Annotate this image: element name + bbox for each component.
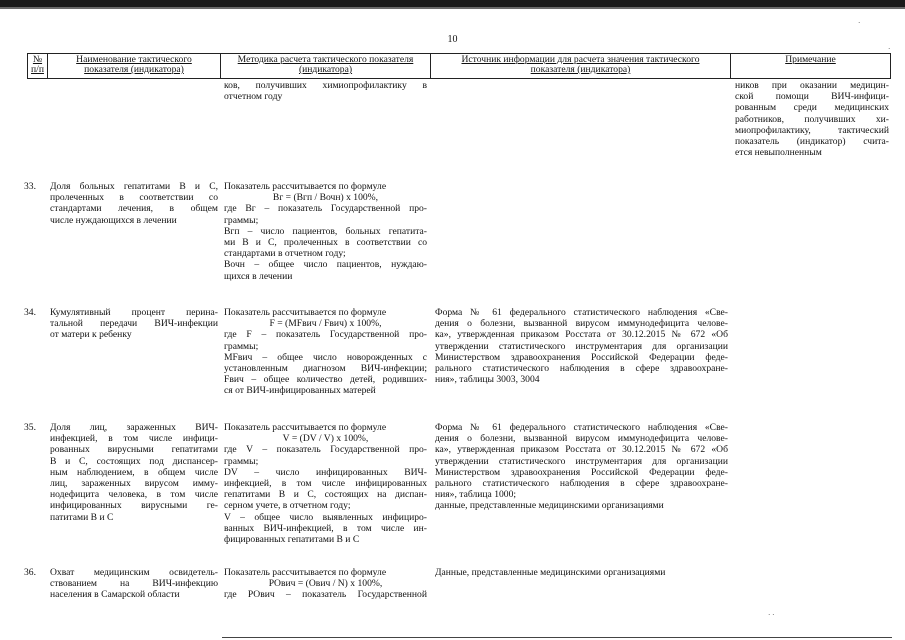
row-33-name: Доля больных гепатитами В и С, пролеченных в соответствии со стандартами лечения, в общем числе нуждающихся в лечении <box>50 181 218 226</box>
row-35-number: 35. <box>24 422 36 433</box>
header-name: Наименование тактического показателя (индикатора) <box>76 55 192 75</box>
page-number: 10 <box>447 34 458 45</box>
header-source: Источник информации для расчета значения тактического показателя (индикатора) <box>461 55 700 75</box>
row-35-source: Форма № 61 федерального статистического наблюдения «Све- дения о болезни, вызванной вирусом иммунодефицита челове- ка», утвержденная приказом Росстата от 30.12.2015 № 672 «Об утверждении статистического инструментария для организации Министерством здравоохранения Российской Федерации феде- рального статистического наблюдения в сфере здравоохране- ния», таблица 1000; данные, представленные медицинскими организациями <box>435 422 728 512</box>
row-36-number: 36. <box>24 567 36 578</box>
continuation-note: ников при оказании медицин- ской помощи ВИЧ-инфици- рованным среди медицинских работников, получивших хи- миопрофилактику, тактический показатель (индикатор) счита- ется невыполненным <box>735 80 889 159</box>
header-num: № п/п <box>31 55 44 75</box>
header-top-rule <box>27 53 891 54</box>
row-36-name: Охват медицинским освидетель- ствованием на ВИЧ-инфекцию населения в Самарской области <box>50 567 218 601</box>
row-33-method: Показатель рассчитывается по формуле Вг = (Вгп / Вочн) х 100%, где Вг – показатель Государственной про- граммы; Вгп – число пациентов, больных гепатита- ми В и С, пролеченных в соответствии со стандартами в отчетном году; Вочн – общее число пациентов, нуждаю- щихся в лечении <box>224 181 427 282</box>
row-36-method: Показатель рассчитывается по формуле POвич = (Oвич / N) х 100%, где POвич – показатель Государственной <box>224 567 427 601</box>
row-35-method: Показатель рассчитывается по формуле V = (DV / V) х 100%, где V – показатель Государственной про- граммы; DV – число инфицированных ВИЧ- инфекцией, в том числе инфицированных гепатитами В и С, состоящих на диспан- серном учете, в отчетном году; V – общее число выявленных инфициро- ванных ВИЧ-инфекцией, в том числе ин- фицированных гепатитами В и С <box>224 422 427 546</box>
row-34-method: Показатель рассчитывается по формуле F = (MFвич / Fвич) х 100%, где F – показатель Государственной про- граммы; MFвич – общее число новорожденных с установленным диагнозом ВИЧ-инфекции; Fвич – общее количество детей, родивших- ся от ВИЧ-инфицированных матерей <box>224 307 427 397</box>
row-36-source: Данные, представленные медицинскими организациями <box>435 567 666 578</box>
scan-top-border <box>0 0 905 7</box>
scan-speck: · · <box>768 611 775 619</box>
row-34-source: Форма № 61 федерального статистического наблюдения «Све- дения о болезни, вызванной вирусом иммунодефицита челове- ка», утвержденная приказом Росстата от 30.12.2015 № 672 «Об утверждении статистического инструментария для организации Министерством здравоохранения Российской Федерации феде- рального статистического наблюдения в сфере здравоохране- ния», таблицы 3003, 3004 <box>435 307 728 386</box>
row-34-number: 34. <box>24 307 36 318</box>
row-33-number: 33. <box>24 181 36 192</box>
row-35-name: Доля лиц, зараженных ВИЧ- инфекцией, в том числе инфици- рованных вирусными гепатитами В и С, состоящих под диспансер- ным наблюдением, в общем числе лиц, зараженных вирусом имму- нодефицита человека, в том числе инфицированных вирусными ге- патитами В и С <box>50 422 218 523</box>
header-note: Примечание <box>785 55 836 65</box>
row-34-name: Кумулятивный процент перина- тальной передачи ВИЧ-инфекции от матери к ребенку <box>50 307 218 341</box>
header-col-divider <box>890 53 891 79</box>
scan-speck: · <box>888 45 891 53</box>
scan-bottom-edge <box>222 637 892 638</box>
continuation-method: ков, получивших химиопрофилактику в отчетном году <box>224 80 427 103</box>
scan-top-border-shadow <box>0 7 905 9</box>
header-method: Методика расчета тактического показателя (индикатора) <box>237 55 414 75</box>
header-bottom-rule <box>27 78 891 79</box>
scan-speck: · <box>858 19 861 27</box>
